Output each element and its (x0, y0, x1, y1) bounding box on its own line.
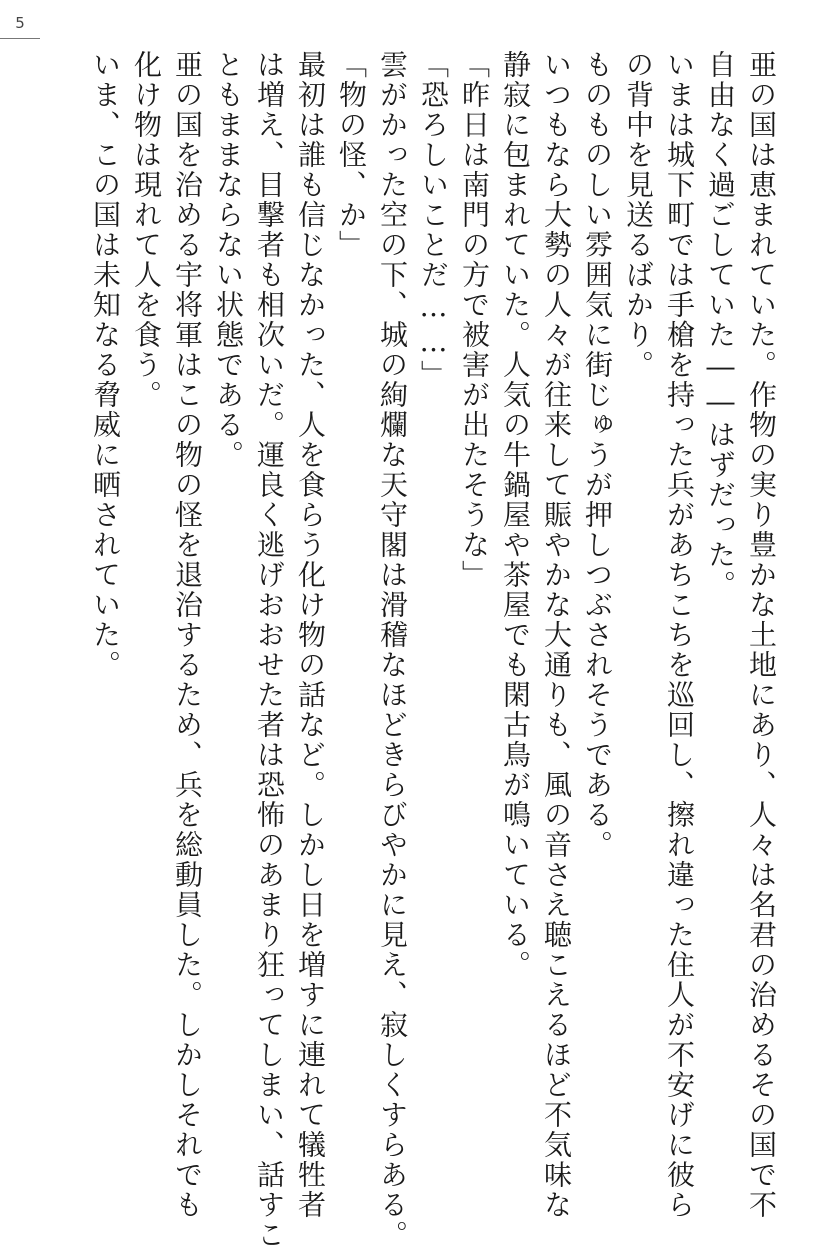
text-line-6: いつもなら大勢の人々が往来して賑やかな大通りも、風の音さえ聴こえるほど不気味な (540, 50, 573, 1220)
text-line-4: の背中を見送るばかり。 (622, 50, 655, 380)
text-line-7: 静寂に包まれていた。人気の牛鍋屋や茶屋でも閑古鳥が鳴いている。 (499, 50, 532, 980)
text-line-15: 亜の国を治める宇将軍はこの物の怪を退治するため、兵を総動員した。しかしそれでも (171, 50, 204, 1220)
text-line-14: ともままならない状態である。 (212, 50, 245, 470)
text-line-10: 雲がかった空の下、城の絢爛な天守閣は滑稽なほどきらびやかに見え、寂しくすらある。 (376, 50, 409, 1250)
dialogue-line-9: 「恐ろしいことだ……」 (417, 50, 450, 390)
text-line-12: 最初は誰も信じなかった、人を食らう化け物の話など。しかし日を増すに連れて犠牲者 (294, 50, 327, 1220)
vertical-text-body (89, 50, 778, 1250)
text-line-2: 自由なく過ごしていた――はずだった。 (704, 50, 737, 600)
dialogue-line-8: 「昨日は南門の方で被害が出たそうな」 (458, 50, 491, 590)
text-line-13: は増え、目撃者も相次いだ。運良く逃げおおせた者は恐怖のあまり狂ってしまい、話すこ (253, 50, 286, 1250)
dialogue-line-11: 「物の怪、か」 (335, 50, 368, 260)
text-line-17: いま、この国は未知なる脅威に晒されていた。 (89, 50, 122, 680)
text-line-5: ものものしい雰囲気に街じゅうが押しつぶされそうである。 (581, 50, 614, 860)
text-line-1: 亜の国は恵まれていた。作物の実り豊かな土地にあり、人々は名君の治めるその国で不 (745, 50, 778, 1220)
text-line-16: 化け物は現れて人を食う。 (130, 50, 163, 410)
page-number: 5 (0, 14, 40, 39)
text-line-3: いまは城下町では手槍を持った兵があちこちを巡回し、擦れ違った住人が不安げに彼ら (663, 50, 696, 1220)
